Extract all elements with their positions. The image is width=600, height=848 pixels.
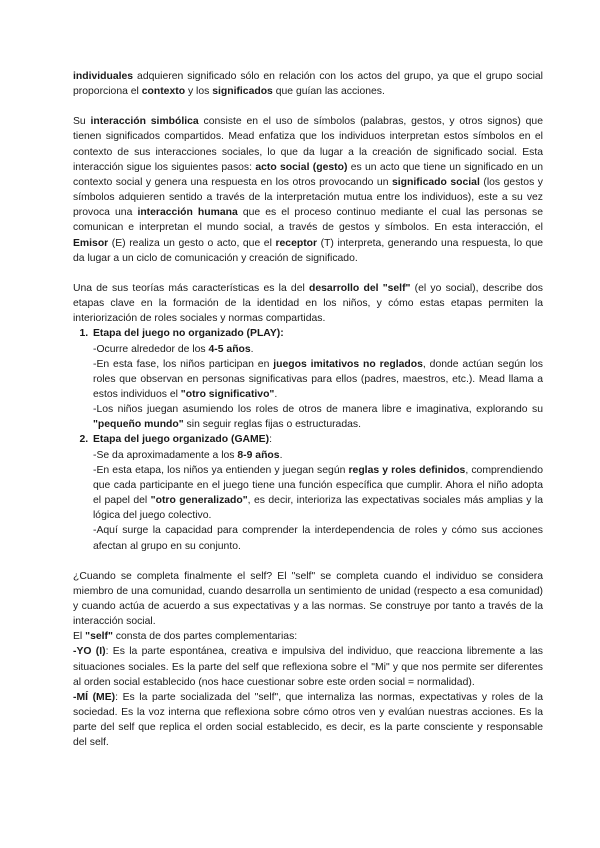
bold-term: -MÍ (ME) [73,691,116,703]
text-run: (el yo social), describe dos etapas clave en la formación de la identidad en los niños, y cómo estas etapas permiten la interiorización de roles sociales y normas compartidas. [73,282,543,325]
stage-line [93,357,543,402]
text-run: : Es la parte espontánea, creativa e impulsiva del individuo, que reacciona libremente a las situaciones sociales. Es la parte del self que reflexiona sobre el "Mi" y que nos permite ser diferentes al orden social establecido (nos hace cuestionar sobre este orden social = normalidad). [73,646,543,688]
paragraph-mi [73,690,543,751]
text-run: , donde actúan según los roles que observan en personas significativas para ellos (padres, maestros, etc.). Mead llama a estos individuos el [93,358,543,400]
bold-term: 4-5 años [208,343,251,355]
paragraph-self-development [73,281,543,326]
bold-term: -YO (I) [73,646,106,658]
text-run: adquieren significado sólo en relación con los actos del grupo, ya que el grupo social proporciona el [73,71,543,98]
stage-line [93,463,543,524]
bold-term: significado social [392,176,480,188]
bold-term: individuales [73,71,134,82]
bold-term: 8-9 años [237,449,280,461]
text-run: que es el proceso continuo mediante el cual las personas se comunican e interpretan el mundo social, a través de gestos y símbolos. En esta interacción, el [73,207,543,234]
paragraph-context [73,69,543,99]
stage-play: 1. Etapa del juego no organizado (PLAY): -Ocurre alrededor de los 4-5 años. -En esta fase, los niños participan en juegos imitativos no reglados, donde actúan según los roles que observan en personas significativas para ellos (padres, maestros, etc.). Mead llama a estos individuos el "otro significativo". -Los niños juegan asumiendo los roles de otros de manera libre e imaginativa, explorando su "pequeño mundo" sin seguir reglas fijas o estructuradas. [91,326,543,432]
text-run: (T) interpreta, generando una respuesta, lo que da lugar a un ciclo de comunicación y creación de significado. [73,237,543,264]
paragraph-yo [73,644,543,689]
text-run: El [73,631,86,643]
bold-term: interacción humana [137,207,238,219]
bold-term: acto social (gesto) [255,161,348,173]
text-run: . [250,343,254,355]
text-run: -En esta etapa, los niños ya entienden y juegan según [93,464,349,476]
bold-term: desarrollo del "self" [309,282,411,294]
text-run: , es decir, interioriza las expectativas sociales más amplias y la lógica del juego colectivo. [93,495,543,522]
text-run: : Es la parte socializada del "self", que internaliza las normas, expectativas y roles de la sociedad. Es la voz interna que reflexiona sobre cómo otros ven y evalúan nuestras acciones. Es la parte del self que replica el orden social establecido, es decir, es la parte consciente y responsable del self. [73,691,543,749]
document-body [73,69,543,751]
text-run: (los gestos y símbolos adquieren sentido a través de la interpretación mutua entre los individuos), este a su vez provoca una [73,176,543,219]
text-run: sin seguir reglas fijas o estructuradas. [183,419,361,431]
stage-game: 2. Etapa del juego organizado (GAME): -Se da aproximadamente a los 8-9 años. -En esta etapa, los niños ya entienden y juegan según reglas y roles definidos, comprendiendo que cada participante en el juego tiene una función específica que cumplir. Ahora el niño adopta el papel del "otro generalizado", es decir, interioriza las expectativas sociales más amplias y la lógica del juego colectivo. -Aquí surge la capacidad para comprender la interdependencia de roles y cómo sus acciones afectan al grupo en su conjunto. [91,432,543,553]
text-run: -Se da aproximadamente a los [93,449,238,461]
bold-term: "self" [85,631,113,643]
text-run: , comprendiendo que cada participante en el juego tiene una función específica que cumplir. Ahora el niño adopta el papel del [93,464,543,507]
stage-details [93,342,543,433]
bold-term: "otro significativo" [180,388,275,400]
bold-term: reglas y roles definidos [348,464,466,476]
stage-line [93,523,543,553]
bold-term: "pequeño mundo" [93,419,184,431]
text-run: es un acto que tiene un significado en un contexto social y genera una respuesta en los otros provocando un [73,161,543,188]
paragraph-symbolic-interaction [73,114,543,266]
text-run: que guían las acciones. [272,86,385,98]
text-run: -Los niños juegan asumiendo los roles de otros de manera libre e imaginativa, explorando su [93,404,543,416]
stage-line [93,402,543,432]
bold-term: contexto [141,86,186,98]
paragraph-self-completion: ¿Cuando se completa finalmente el self? El "self" se completa cuando el individuo se considera miembro de una comunidad, cuando desarrolla un sentimiento de unidad (respecto a esa comunidad) y cuando actúa de acuerdo a sus expectativas y a las normas. Se construye por tanto a través de la interacción social. [73,570,543,628]
text-run: consta de dos partes complementarias: [112,631,298,643]
bold-term: Emisor [73,237,109,249]
text-run: Una de sus teorías más características es la del [73,282,310,294]
bold-term: juegos imitativos no reglados [273,358,423,370]
stage-details [93,448,543,554]
text-run: consiste en el uso de símbolos (palabras, gestos, y otros signos) que tienen significados compartidos. Mead enfatiza que los individuos interpretan estos símbolos en el contexto de sus interacciones sociales, lo que da lugar a la creación de significado social. Esta interacción sigue los siguientes pasos: [73,116,543,173]
text-run: Su [73,116,91,128]
text-run: -Ocurre alrededor de los [93,343,209,355]
text-run: (E) realiza un gesto o acto, que el [108,237,276,249]
text-run: . [279,449,283,461]
stage-line [93,448,543,463]
bold-term: interacción simbólica [90,116,199,128]
stage-line [93,342,543,357]
bold-term: significados [212,86,273,98]
text-run: -Aquí surge la capacidad para comprender la interdependencia de roles y cómo sus acciones afectan al grupo en su conjunto. [93,525,543,552]
text-run: y los [185,86,213,98]
bold-term: "otro generalizado" [150,495,248,507]
text-run: -En esta fase, los niños participan en [93,358,274,370]
stages-list [73,326,543,553]
paragraph-self-parts [73,629,543,644]
text-run: . [274,388,278,400]
stage-title: Etapa del juego organizado (GAME) [93,434,270,446]
bold-term: receptor [275,237,318,249]
stage-title: Etapa del juego no organizado (PLAY) [93,328,281,340]
